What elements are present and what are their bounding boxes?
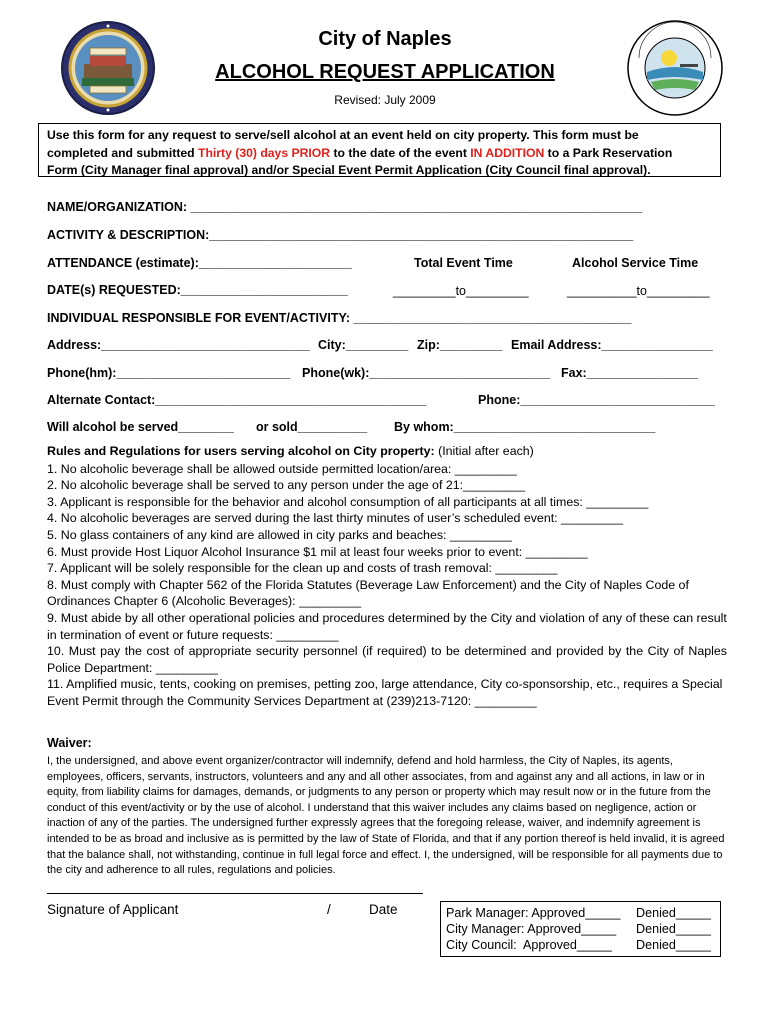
rule-item[interactable]: 3. Applicant is responsible for the behavior and alcohol consumption of all participants at all times: _________ [47,494,649,509]
total-event-time-label: Total Event Time [414,256,513,270]
waiver-text: I, the undersigned, and above event organizer/contractor will indemnify, defend and hold harmless, the City of Naples, its agents, employees, officers, servants, instructors, volunteers and any and all other associates, from and against any and all actions, in law or in equity, from liability claims for damages, demands, or judgments to any person or property which may result now or in the future from the conduct of this event/activity or by the use of alcohol. I understand that this waiver includes any claims based on negligence, action or inaction of any of the parties. The undersigned further expressly agrees that the foregoing release, waiver, and indemnify agreement is intended to be as broad and inclusive as is permitted by the law of State of Florida, and that if any portion thereof is held invalid, it is agreed that the balance shall, not withstanding, continue in full legal force and effect. I, the undersigned, will be responsible for all payments due to the city and adherence to all rules, regulations and policies. [47,755,725,877]
approval-row-city-council [446,937,720,953]
date-label: Date [369,902,398,917]
by-whom-field[interactable]: By whom:_____________________________ [394,420,656,434]
signature-separator: / [327,902,331,917]
addition-highlight: IN ADDITION [470,145,545,160]
rule-item[interactable]: 6. Must provide Host Liquor Alcohol Insurance $1 mil at least four weeks prior to event: _________ [47,544,588,559]
park-manager-approved[interactable]: Park Manager: Approved_____ [446,906,621,920]
notice-line-3: Form (City Manager final approval) and/or Special Event Permit Application (City Council final approval). [47,163,651,177]
rule-item[interactable]: 9. Must abide by all other operational policies and procedures determined by the City and violation of any of these can result in termination of event or future requests: _________ [47,610,727,642]
office-approval-box [440,901,721,957]
individual-responsible-field[interactable]: INDIVIDUAL RESPONSIBLE FOR EVENT/ACTIVITY: ________________________________________ [47,311,632,325]
notice-line-2 [47,145,720,163]
deadline-highlight: Thirty (30) days PRIOR [198,145,331,160]
signature-line[interactable] [47,893,423,894]
rule-item[interactable]: 8. Must comply with Chapter 562 of the Florida Statutes (Beverage Law Enforcement) and the City of Naples Code of Ordinances Chapter 6 (Alcoholic Beverages): _________ [47,577,689,609]
address-field[interactable]: Address:______________________________ [47,338,310,352]
attendance-field[interactable]: ATTENDANCE (estimate):______________________ [47,256,352,270]
rules-heading-text: Rules and Regulations for users serving alcohol on City property: [47,444,435,458]
rule-item[interactable]: 1. No alcoholic beverage shall be allowed outside permitted location/area: _________ [47,461,517,476]
park-manager-denied[interactable]: Denied_____ [636,906,711,920]
rule-item[interactable]: 2. No alcoholic beverage shall be served to any person under the age of 21:_________ [47,478,526,493]
phone-home-field[interactable]: Phone(hm):_________________________ [47,366,291,380]
email-field[interactable]: Email Address:________________ [511,338,713,352]
approval-row-park-manager [446,905,720,921]
approval-row-city-manager [446,921,720,937]
signature-label: Signature of Applicant [47,902,179,917]
waiver-heading: Waiver: [47,736,92,750]
alternate-contact-field[interactable]: Alternate Contact:_______________________________________ [47,393,427,407]
rule-item[interactable]: 5. No glass containers of any kind are allowed in city parks and beaches: _________ [47,527,512,542]
phone-work-field[interactable]: Phone(wk):__________________________ [302,366,551,380]
alcohol-sold-field[interactable]: or sold__________ [256,420,368,434]
dates-requested-field[interactable] [47,283,348,297]
alternate-phone-field[interactable]: Phone:____________________________ [478,393,716,407]
page-title: City of Naples [318,28,452,50]
city-field[interactable]: City:_________ [318,338,409,352]
fax-field[interactable]: Fax:________________ [561,366,698,380]
name-organization-field[interactable]: NAME/ORGANIZATION: _________________________________________________________________ [47,200,643,214]
form-title: ALCOHOL REQUEST APPLICATION [215,61,555,83]
alcohol-served-field[interactable]: Will alcohol be served________ [47,420,234,434]
rules-section [47,443,727,710]
instructions-notice [38,123,721,177]
city-council-denied[interactable]: Denied_____ [636,938,711,952]
notice-text: to the date of the event [330,145,471,160]
city-council-approved[interactable]: City Council: Approved_____ [446,938,612,952]
city-manager-denied[interactable]: Denied_____ [636,922,711,936]
notice-line-1: Use this form for any request to serve/sell alcohol at an event held on city property. This form must be [47,128,639,142]
city-manager-approved[interactable]: City Manager: Approved_____ [446,922,617,936]
revised-date: Revised: July 2009 [334,93,436,107]
dates-requested-label: DATE(s) REQUESTED:________________________ [47,283,348,297]
rule-item[interactable]: 4. No alcoholic beverages are served during the last thirty minutes of user’s scheduled event: _________ [47,511,624,526]
notice-text: completed and submitted [47,145,199,160]
alcohol-service-time-label: Alcohol Service Time [572,256,699,270]
notice-text: to a Park Reservation [544,145,673,160]
zip-field[interactable]: Zip:_________ [417,338,503,352]
event-time-field[interactable]: _________to_________ [393,284,529,298]
activity-description-field[interactable]: ACTIVITY & DESCRIPTION:_____________________________________________________________ [47,228,634,242]
rules-heading-note: (Initial after each) [438,444,534,458]
rule-item[interactable]: 10. Must pay the cost of appropriate security personnel (if required) to be determined and provided by the City of Naples Police Department: _________ [47,644,727,675]
rule-item[interactable]: 11. Amplified music, tents, cooking on premises, petting zoo, large attendance, City co-sponsorship, etc., requires a Special Event Permit through the Community Services Department at (239)213-7120: _________ [47,677,723,708]
rules-heading [47,443,727,460]
service-time-field[interactable]: __________to_________ [567,284,710,298]
rule-item[interactable]: 7. Applicant will be solely responsible for the clean up and costs of trash removal: _________ [47,561,558,576]
